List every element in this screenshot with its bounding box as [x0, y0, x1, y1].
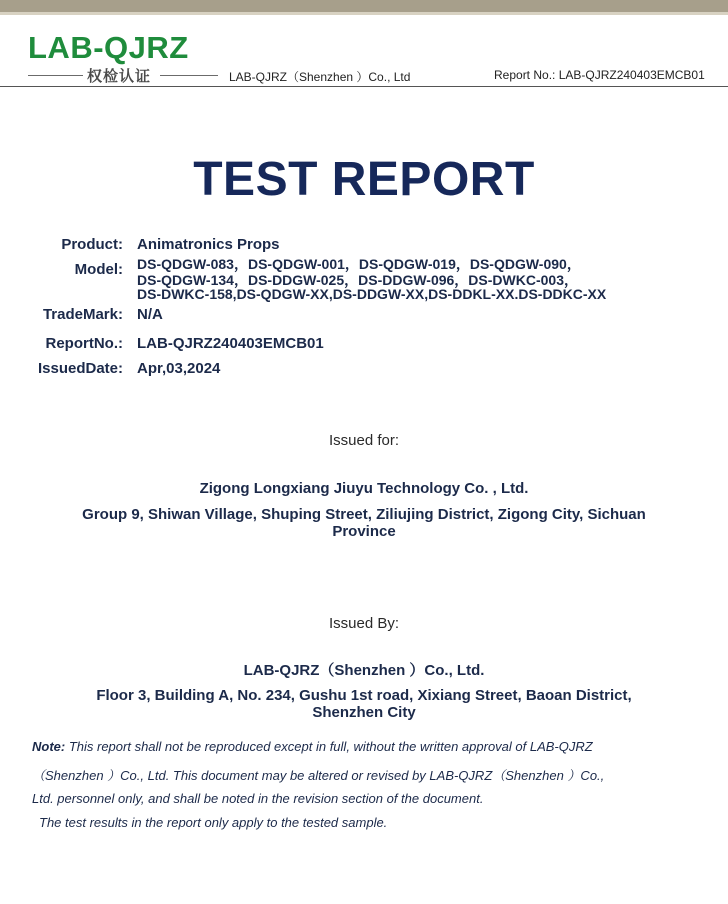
note-line-1 [32, 739, 593, 754]
issued-for-label: Issued for: [328, 432, 400, 449]
issued-for-address-1: Group 9, Shiwan Village, Shuping Street, Ziliujing District, Zigong City, Sichuan [82, 506, 646, 523]
header-top-bar [0, 0, 728, 12]
note-label: Note: [32, 739, 66, 754]
header-report-no: Report No.: LAB-QJRZ240403EMCB01 [494, 68, 705, 82]
note-text-1: This report shall not be reproduced except in full, without the written approval of LAB-QJRZ [65, 739, 593, 754]
logo-divider-right [160, 75, 218, 76]
model-label: Model: [74, 261, 123, 278]
logo-divider-left [28, 75, 83, 76]
product-value: Animatronics Props [137, 236, 280, 253]
issueddate-value: Apr,03,2024 [137, 360, 221, 377]
note-line-3: Ltd. personnel only, and shall be noted in the revision section of the document. [32, 791, 484, 806]
issued-for-address-2: Province [332, 523, 396, 540]
note-line-2: （Shenzhen ）Co., Ltd. This document may be altered or revised by LAB-QJRZ（Shenzhen ）Co., [32, 768, 605, 783]
header-company: LAB-QJRZ（Shenzhen ）Co., Ltd [229, 70, 411, 84]
issued-by-address-1: Floor 3, Building A, No. 234, Gushu 1st road, Xixiang Street, Baoan District, [96, 687, 632, 704]
header-rule [0, 86, 728, 87]
header-top-bar-accent [0, 12, 728, 15]
product-label: Product: [61, 236, 123, 253]
trademark-label: TradeMark: [42, 306, 123, 323]
trademark-value: N/A [137, 306, 163, 323]
logo-subtitle: 权检认证 [87, 67, 152, 85]
reportno-label: ReportNo.: [45, 335, 123, 352]
model-line-1: DS-QDGW-083，DS-QDGW-001，DS-QDGW-019，DS-QDGW-090， [137, 256, 581, 272]
page-title: TEST REPORT [193, 153, 535, 206]
issued-by-label: Issued By: [328, 615, 400, 632]
issueddate-label: IssuedDate: [37, 360, 123, 377]
model-line-3: DS-DWKC-158,DS-QDGW-XX,DS-DDGW-XX,DS-DDKL-XX.DS-DDKC-XX [137, 286, 607, 302]
company-logo: LAB-QJRZ [28, 30, 189, 65]
issued-by-name: LAB-QJRZ（Shenzhen ）Co., Ltd. [243, 662, 485, 679]
reportno-value: LAB-QJRZ240403EMCB01 [137, 335, 324, 352]
model-line-2: DS-QDGW-134，DS-DDGW-025，DS-DDGW-096，DS-DWKC-003， [137, 272, 578, 288]
issued-for-name: Zigong Longxiang Jiuyu Technology Co. , Ltd. [199, 480, 529, 497]
note-line-4: The test results in the report only apply to the tested sample. [39, 815, 388, 830]
issued-by-address-2: Shenzhen City [312, 704, 416, 721]
